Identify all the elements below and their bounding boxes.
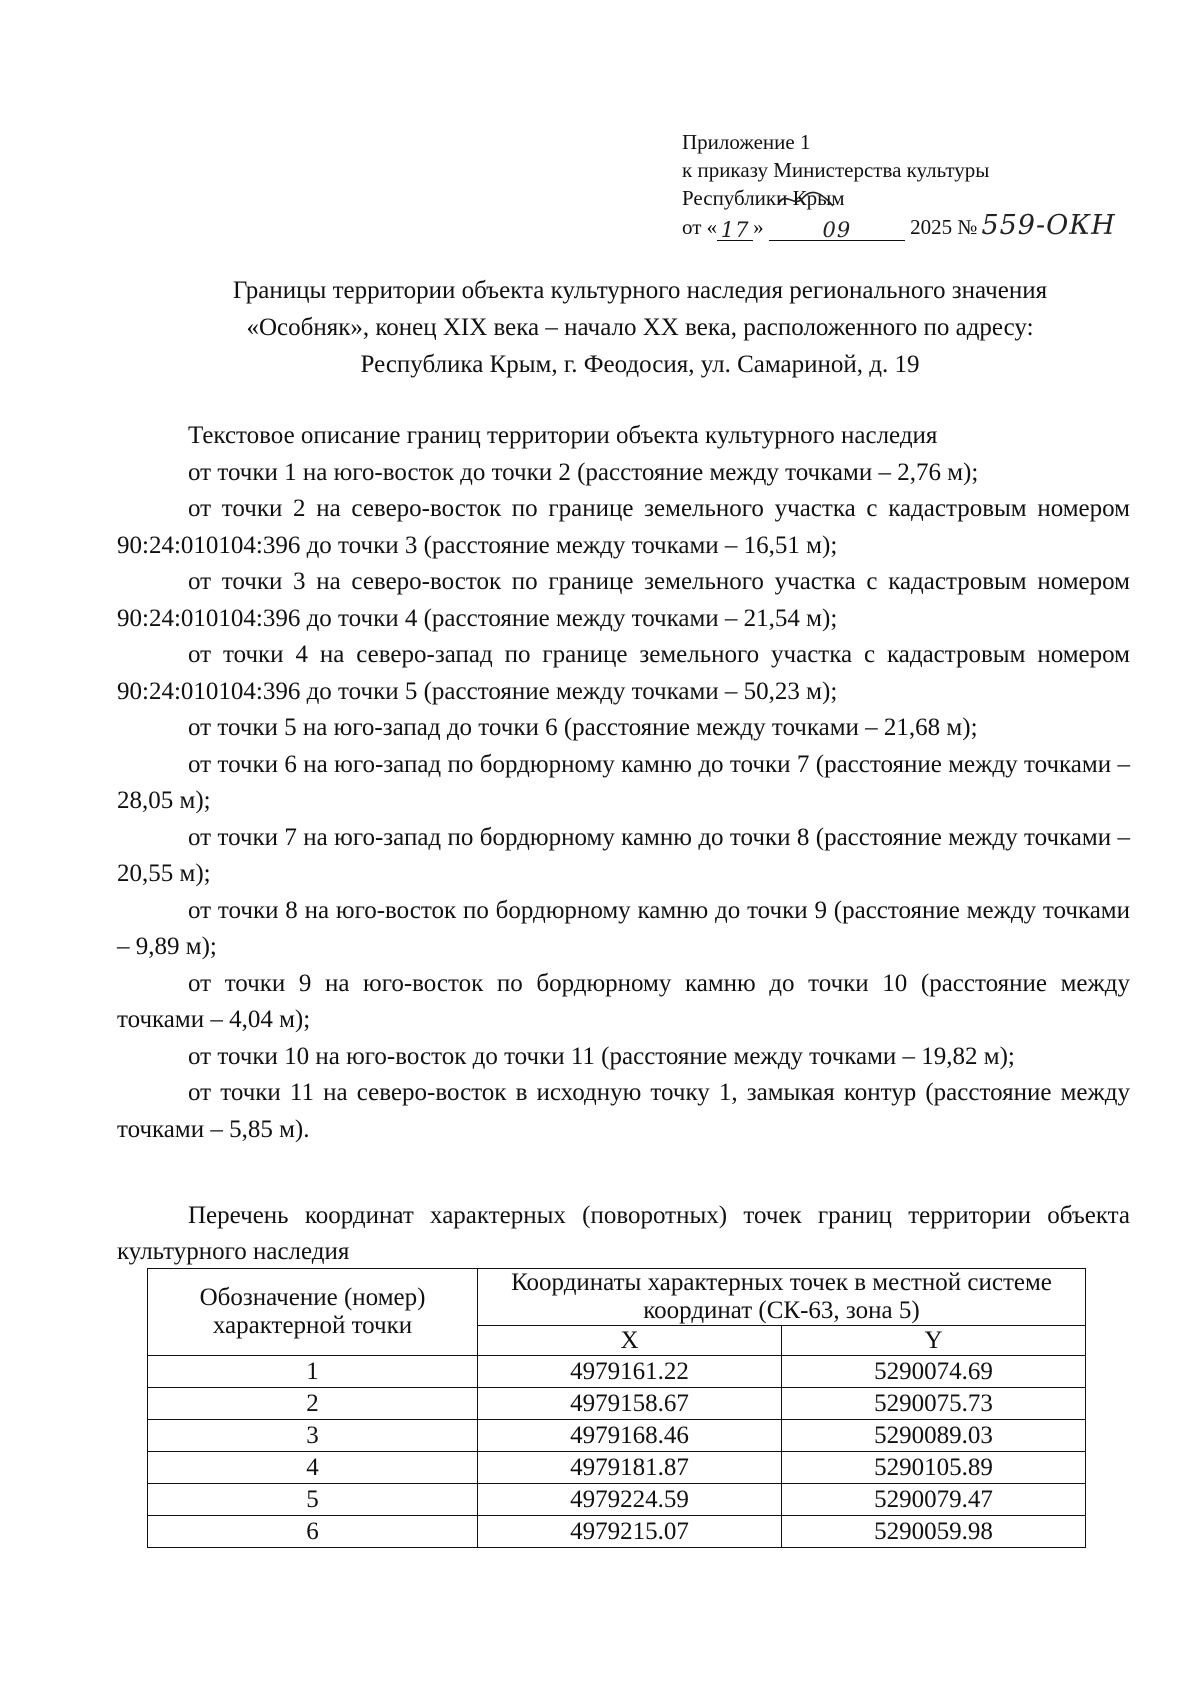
table-row: [148, 1452, 1086, 1484]
order-number: 559-ОКН: [981, 210, 1116, 241]
table-row: [148, 1516, 1086, 1548]
point-number-header: Обозначение (номер) характерной точки: [148, 1269, 478, 1356]
x-coordinate: 4979224.59: [478, 1484, 782, 1516]
order-day: 17: [717, 216, 753, 241]
description-heading: Текстовое описание границ территории объекта культурного наследия: [188, 422, 938, 449]
title-line-1: Границы территории объекта культурного наследия регионального значения: [232, 277, 1048, 304]
title-line-3: Республика Крым, г. Феодосия, ул. Самариной, д. 19: [360, 351, 920, 378]
description-item: от точки 9 на юго-восток по бордюрному камню до точки 10 (расстояние между точками – 4,04 м);: [117, 969, 1130, 1033]
y-coordinate: 5290059.98: [781, 1516, 1085, 1548]
table-row: [148, 1388, 1086, 1420]
y-header: Y: [781, 1326, 1085, 1356]
order-date-line: [682, 212, 1116, 241]
coordinates-heading: Перечень координат характерных (поворотных) точек границ территории объекта культурного наследия: [117, 1202, 1130, 1265]
table-row: [148, 1484, 1086, 1516]
description-item: от точки 8 на юго-восток по бордюрному камню до точки 9 (расстояние между точками – 9,89 м);: [117, 896, 1130, 960]
description-item: от точки 2 на северо-восток по границе земельного участка с кадастровым номером 90:24:010104:396 до точки 3 (расстояние между точками – 16,51 м);: [117, 495, 1130, 559]
point-number: 3: [148, 1420, 478, 1452]
description-item: от точки 10 на юго-восток до точки 11 (расстояние между точками – 19,82 м);: [188, 1042, 1015, 1070]
description-item: от точки 7 на юго-запад по бордюрному камню до точки 8 (расстояние между точками – 20,55 м);: [117, 823, 1130, 887]
y-coordinate: 5290074.69: [781, 1356, 1085, 1388]
y-coordinate: 5290079.47: [781, 1484, 1085, 1516]
order-reference: к приказу Министерства культуры: [682, 158, 990, 182]
description-item: от точки 11 на северо-восток в исходную точку 1, замыкая контур (расстояние между точками – 5,85 м).: [117, 1079, 1130, 1143]
description-item: от точки 4 на северо-запад по границе земельного участка с кадастровым номером 90:24:010104:396 до точки 5 (расстояние между точками – 50,23 м);: [117, 641, 1130, 705]
date-prefix: от «: [682, 215, 718, 239]
description-item: от точки 3 на северо-восток по границе земельного участка с кадастровым номером 90:24:010104:396 до точки 4 (расстояние между точками – 21,54 м);: [117, 568, 1130, 632]
coordinates-header: Координаты характерных точек в местной системе координат (СК-63, зона 5): [478, 1269, 1086, 1326]
table-row: [148, 1420, 1086, 1452]
x-header: X: [478, 1326, 782, 1356]
title-line-2: «Особняк», конец XIX века – начало XX века, расположенного по адресу:: [246, 314, 1034, 341]
x-coordinate: 4979158.67: [478, 1388, 782, 1420]
ministry-region: Республики Крым: [682, 186, 845, 210]
point-number: 4: [148, 1452, 478, 1484]
date-quote-close: »: [753, 215, 764, 239]
signature-mark-icon: [777, 188, 837, 210]
y-coordinate: 5290089.03: [781, 1420, 1085, 1452]
table-header-row: [148, 1269, 1086, 1326]
point-number: 6: [148, 1516, 478, 1548]
description-item: от точки 6 на юго-запад по бордюрному камню до точки 7 (расстояние между точками – 28,05 м);: [117, 750, 1130, 814]
order-year: 2025 №: [910, 215, 978, 239]
x-coordinate: 4979161.22: [478, 1356, 782, 1388]
approval-block: [682, 128, 1116, 241]
point-number: 2: [148, 1388, 478, 1420]
document-title: [140, 272, 1140, 383]
appendix-label: Приложение 1: [682, 130, 811, 154]
y-coordinate: 5290105.89: [781, 1452, 1085, 1484]
description-item: от точки 5 на юго-запад до точки 6 (расстояние между точками – 21,68 м);: [188, 714, 978, 741]
order-month: 09: [769, 216, 905, 241]
boundary-description: [117, 418, 1130, 1148]
y-coordinate: 5290075.73: [781, 1388, 1085, 1420]
coordinates-table: [147, 1268, 1086, 1548]
x-coordinate: 4979181.87: [478, 1452, 782, 1484]
point-number: 1: [148, 1356, 478, 1388]
x-coordinate: 4979168.46: [478, 1420, 782, 1452]
description-item: от точки 1 на юго-восток до точки 2 (расстояние между точками – 2,76 м);: [188, 458, 979, 486]
point-number: 5: [148, 1484, 478, 1516]
x-coordinate: 4979215.07: [478, 1516, 782, 1548]
table-row: [148, 1356, 1086, 1388]
